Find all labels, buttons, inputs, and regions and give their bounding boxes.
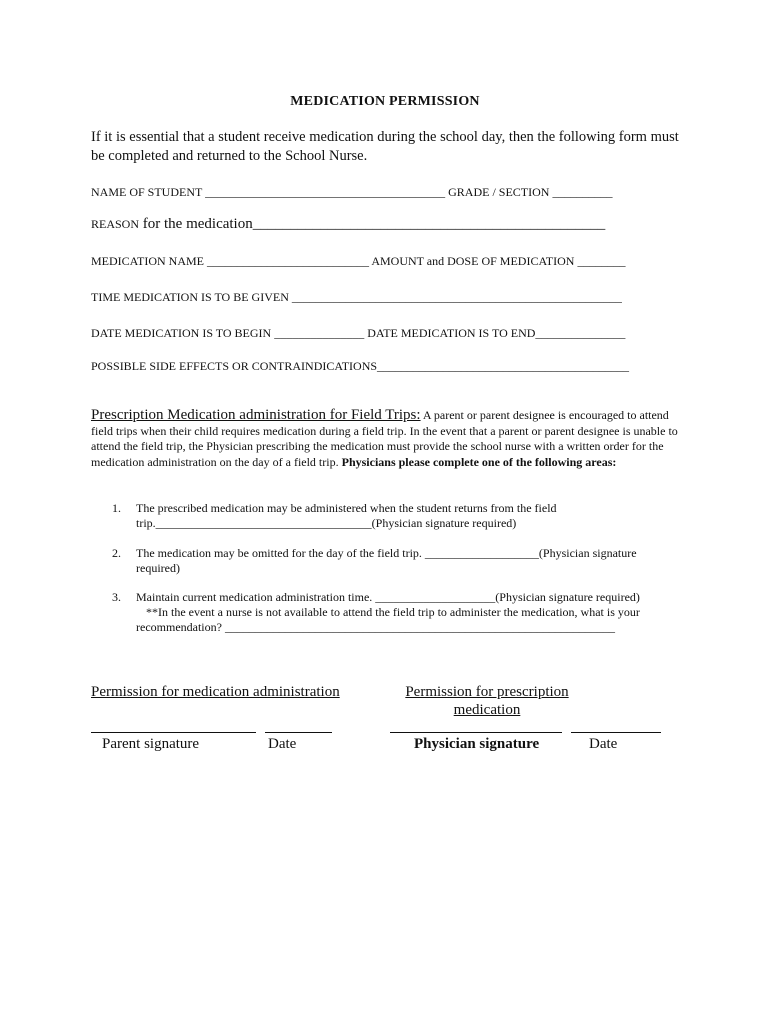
option-3: [112, 590, 682, 635]
time-given-field[interactable]: TIME MEDICATION IS TO BE GIVEN _______________________________________________________: [91, 290, 622, 304]
intro-paragraph: If it is essential that a student receive medication during the school day, then the following form must be completed and returned to the School Nurse.: [91, 129, 679, 164]
form-title: MEDICATION PERMISSION: [290, 94, 480, 109]
field-trips-heading: Prescription Medication administration for Field Trips:: [91, 407, 421, 423]
physician-date-line[interactable]: [571, 732, 661, 733]
option-number: 2.: [112, 546, 121, 560]
medication-name-field[interactable]: MEDICATION NAME ___________________________ AMOUNT and DOSE OF MEDICATION ________: [91, 254, 626, 268]
option-1: [112, 501, 682, 531]
option-text[interactable]: The medication may be omitted for the day of the field trip. ___________________(Physician signature required): [136, 546, 637, 575]
physician-signature-label: Physician signature: [414, 736, 540, 752]
option-note: **In the event a nurse is not available to attend the field trip to administer the medication, what is your: [146, 605, 640, 619]
option-number: 3.: [112, 590, 121, 604]
parent-signature-line[interactable]: [91, 732, 256, 733]
option-number: 1.: [112, 501, 121, 515]
field-trips-body: A parent or parent designee is encouraged to attend field trips when their child requires medication during a field trip. In the event that a parent or parent designee is unable to attend the field trip, the Physician prescribing the medication must provide the school nurse with a written order for the medication administration on the day of a field trip.: [91, 408, 678, 469]
option-text[interactable]: The prescribed medication may be administered when the student returns from the field trip.____________________________________(Physician signature required): [136, 501, 557, 530]
physician-signature-line[interactable]: [390, 732, 562, 733]
reason-field[interactable]: [91, 216, 605, 233]
field-trips-instruction: Physicians please complete one of the following areas:: [341, 454, 617, 469]
dates-field[interactable]: DATE MEDICATION IS TO BEGIN _______________ DATE MEDICATION IS TO END_______________: [91, 326, 626, 340]
name-of-student-field[interactable]: NAME OF STUDENT ________________________________________ GRADE / SECTION __________: [91, 185, 613, 199]
reason-label: REASON: [91, 217, 140, 231]
option-2: [112, 546, 682, 576]
permission-heading-physician: Permission for prescription medication: [405, 684, 569, 718]
reason-rest: for the medication_______________________________________________: [139, 216, 606, 232]
parent-date-line[interactable]: [265, 732, 332, 733]
option-text[interactable]: Maintain current medication administration time. ____________________(Physician signature required): [136, 590, 640, 604]
side-effects-field[interactable]: POSSIBLE SIDE EFFECTS OR CONTRAINDICATIONS__________________________________________: [91, 359, 630, 373]
permission-heading-parent: Permission for medication administration: [91, 684, 340, 700]
option-note-recommendation[interactable]: recommendation? _________________________________________________________________: [136, 620, 615, 634]
field-trips-paragraph: [91, 408, 691, 470]
physician-date-label: Date: [589, 736, 618, 752]
parent-signature-label: Parent signature: [102, 736, 200, 752]
parent-date-label: Date: [268, 736, 297, 752]
